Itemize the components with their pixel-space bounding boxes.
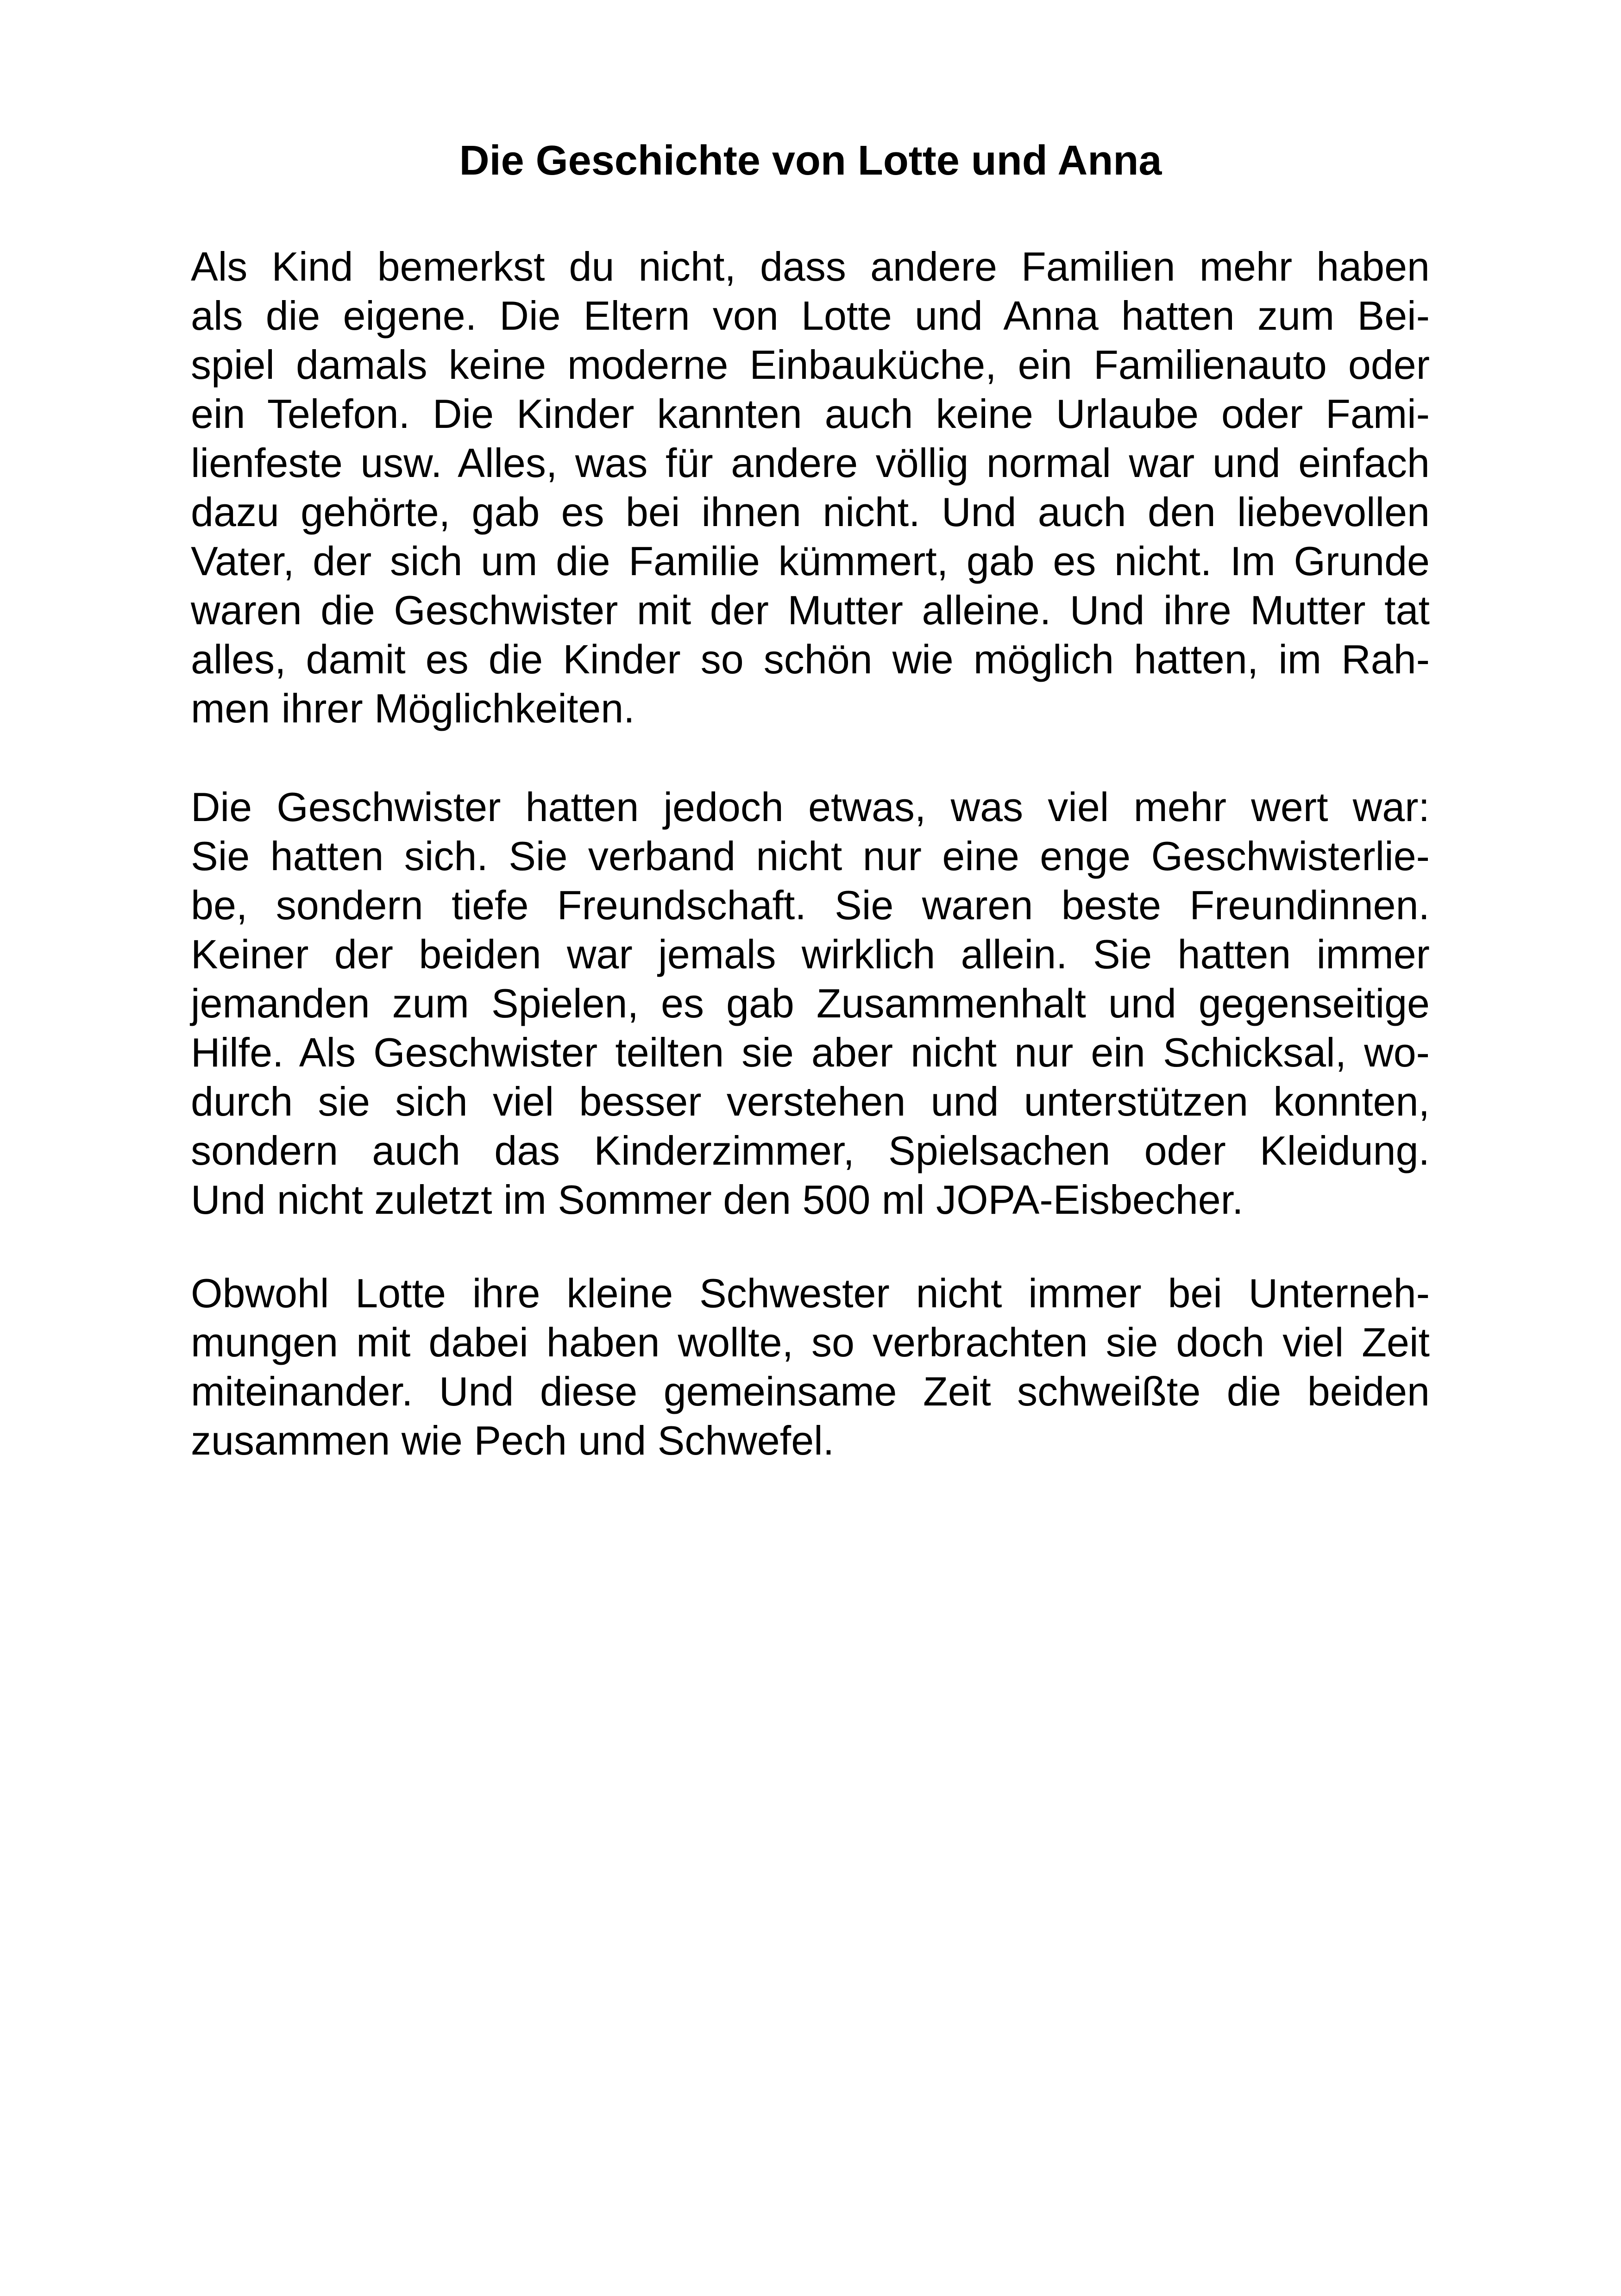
text-line: mungen mit dabei haben wollte, so verbrachten sie doch viel Zeit xyxy=(191,1319,1430,1365)
text-line: sondern auch das Kinderzimmer, Spielsachen oder Kleidung. xyxy=(191,1128,1430,1173)
text-line: miteinander. Und diese gemeinsame Zeit schweißte die beiden xyxy=(191,1368,1430,1414)
text-line: dazu gehörte, gab es bei ihnen nicht. Und auch den liebevollen xyxy=(191,489,1430,535)
paragraph-2 xyxy=(191,783,1430,1224)
text-line: alles, damit es die Kinder so schön wie möglich hatten, im Rah- xyxy=(191,636,1430,682)
text-line: durch sie sich viel besser verstehen und unterstützen konnten, xyxy=(191,1079,1430,1124)
text-line: ein Telefon. Die Kinder kannten auch keine Urlaube oder Fami- xyxy=(191,391,1430,437)
text-line: Obwohl Lotte ihre kleine Schwester nicht immer bei Unterneh- xyxy=(191,1270,1430,1316)
paragraph-3 xyxy=(191,1269,1430,1465)
text-line: Als Kind bemerkst du nicht, dass andere Familien mehr haben xyxy=(191,244,1430,289)
paragraph-1 xyxy=(191,242,1430,733)
text-line: jemanden zum Spielen, es gab Zusammenhalt und gegenseitige xyxy=(191,980,1430,1026)
text-line: Die Geschwister hatten jedoch etwas, was viel mehr wert war: xyxy=(191,784,1430,830)
text-line: lienfeste usw. Alles, was für andere völlig normal war und einfach xyxy=(191,440,1430,486)
text-line: zusammen wie Pech und Schwefel. xyxy=(191,1418,835,1463)
text-line: Keiner der beiden war jemals wirklich allein. Sie hatten immer xyxy=(191,931,1430,977)
text-line: Hilfe. Als Geschwister teilten sie aber nicht nur ein Schicksal, wo- xyxy=(191,1029,1430,1075)
text-line: Vater, der sich um die Familie kümmert, gab es nicht. Im Grunde xyxy=(191,538,1430,584)
text-line: Sie hatten sich. Sie verband nicht nur eine enge Geschwisterlie- xyxy=(191,833,1430,879)
text-line: waren die Geschwister mit der Mutter alleine. Und ihre Mutter tat xyxy=(191,587,1430,633)
text-line: be, sondern tiefe Freundschaft. Sie waren beste Freundinnen. xyxy=(191,882,1430,928)
text-line: Und nicht zuletzt im Sommer den 500 ml JOPA-Eisbecher. xyxy=(191,1177,1244,1223)
text-line: men ihrer Möglichkeiten. xyxy=(191,685,635,731)
document-title: Die Geschichte von Lotte und Anna xyxy=(459,138,1162,184)
text-line: spiel damals keine moderne Einbauküche, ein Familienauto oder xyxy=(191,342,1430,388)
text-line: als die eigene. Die Eltern von Lotte und Anna hatten zum Bei- xyxy=(191,293,1430,339)
